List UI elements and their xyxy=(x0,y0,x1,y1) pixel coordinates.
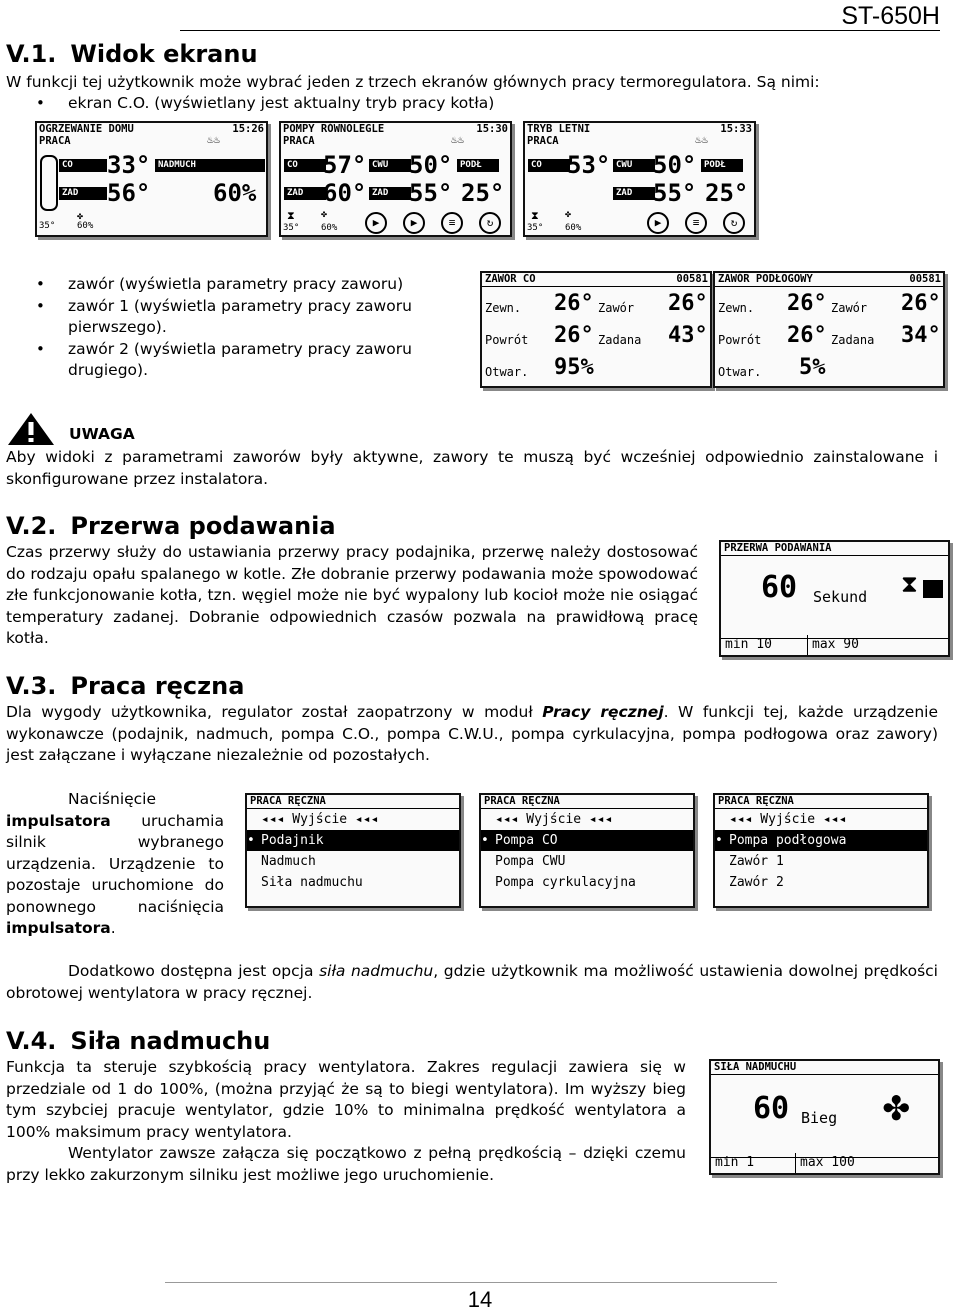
flame-icon: ♨♨ xyxy=(695,133,709,146)
zad-value: 56° xyxy=(107,179,151,207)
zawor-label: Zawór xyxy=(598,301,635,315)
min-label: min 10 xyxy=(725,637,772,652)
menu-item-wyjscie[interactable]: ◂◂◂ Wyjście ◂◂◂ xyxy=(495,812,613,827)
section-number: V.3. xyxy=(6,672,57,700)
otwar-value: 95% xyxy=(554,355,594,380)
bullet-zawor: • zawór (wyświetla parametry pracy zaworu) xyxy=(6,274,466,296)
menu-item-nadmuch[interactable]: Nadmuch xyxy=(261,854,316,869)
powrot-value: 26° xyxy=(787,323,827,348)
lcd-title: ZAWÓR CO xyxy=(485,273,536,285)
flame-icon: ♨♨ xyxy=(207,133,221,146)
menu-item-label: Pompa podłogowa xyxy=(729,833,847,848)
otwar-label: Otwar. xyxy=(718,365,762,379)
section-title: Przerwa podawania xyxy=(70,512,336,540)
text-part: uruchamia silnik wybranego urządzenia. Urządzenie to pozostaje uruchomione do ponownego naciśnięcia xyxy=(6,811,224,916)
menu-item-sila-nadmuchu[interactable]: Siła nadmuchu xyxy=(261,875,363,890)
menu-item-zawor-1[interactable]: Zawór 1 xyxy=(729,854,784,869)
lcd-subtitle: PRACA xyxy=(283,135,315,147)
max-label: max 100 xyxy=(795,1153,855,1173)
menu-item-label: Pompa CO xyxy=(495,833,558,848)
lcd-menu-2 xyxy=(479,793,695,908)
impulsator-text xyxy=(6,789,224,940)
przerwa-text: Czas przerwy służy do ustawiania przerwy pracy podajnika, przerwę należy dostosować do rodzaju opału spalanego w kotle. Złe dobranie przerwy podawania może spowodować złe funkcjonowanie kotła, tzn. węgiel może nie być wypalony lub kocioł może nie osiągać temperatury zadanej. Dobranie odpowiednich czasów pozwala na prawidłową pracę kotła. xyxy=(6,543,698,647)
zad-tag: ZAD xyxy=(613,187,655,200)
sila-nadmuchu-info xyxy=(6,961,938,1004)
lcd-title: TRYB LETNI xyxy=(527,123,591,135)
lcd-valve-co xyxy=(480,271,712,388)
zawor-value: 26° xyxy=(668,291,708,316)
section-v2-heading xyxy=(6,512,336,540)
sila-text-2: Wentylator zawsze załącza się początkowo z pełną prędkością – dzięki czemu przy lekko zakurzonym silniku jest możliwe jego uruchomienie. xyxy=(6,1144,686,1184)
menu-item-pompa-cwu[interactable]: Pompa CWU xyxy=(495,854,566,869)
page-number: 14 xyxy=(467,1287,493,1312)
cwu-tag: CWU xyxy=(369,159,411,172)
lcd-title: POMPY RÓWNOLEGLE xyxy=(283,123,385,135)
text-part: . W funkcji tej, każde urządzenie wykonawcze (podajnik, nadmuch, pompa C.O., pompa C.W.U., pompa cyrkulacyjna, pompa podłogowa oraz zawory) jest załączane i wyłączane niezależnie od pozostałych. xyxy=(6,703,939,764)
refresh-icon: ↻ xyxy=(479,212,501,234)
zewn-value: 26° xyxy=(787,291,827,316)
zad2-value: 55° xyxy=(409,179,453,207)
warning-icon xyxy=(6,411,56,447)
section-v4-heading xyxy=(6,1027,270,1055)
co-value: 57° xyxy=(323,151,367,179)
przerwa-value: 60 xyxy=(761,570,798,605)
lcd-title: PRACA RĘCZNA xyxy=(247,795,459,809)
lcd-menu-3 xyxy=(713,793,929,908)
bullet-ekran-co: • ekran C.O. (wyświetlany jest aktualny tryb pracy kotła) xyxy=(6,93,706,115)
lcd-time: 15:33 xyxy=(720,123,752,135)
przerwa-unit: Sekund xyxy=(813,588,868,606)
zad2-tag: ZAD xyxy=(369,187,411,200)
list-icon: ≡ xyxy=(685,212,707,234)
co-value: 33° xyxy=(107,151,151,179)
menu-item-zawor-2[interactable]: Zawór 2 xyxy=(729,875,784,890)
text-part: , gdzie użytkownik ma możliwość ustawienia dowolnej prędkości obrotowej wentylatora w pracy ręcznej. xyxy=(6,962,938,1002)
zadana-value: 43° xyxy=(668,323,708,348)
header-rule xyxy=(180,30,940,31)
lcd-title: PRACA RĘCZNA xyxy=(715,795,927,809)
foot-fan: 60% xyxy=(77,221,94,231)
lcd-time: 15:30 xyxy=(476,123,508,135)
section-v3-heading xyxy=(6,672,244,700)
section-title: Siła nadmuchu xyxy=(70,1027,271,1055)
flame-icon: ♨♨ xyxy=(451,133,465,146)
zad-value: 55° xyxy=(653,179,697,207)
fan-icon: ✤ xyxy=(883,1080,910,1131)
otwar-value: 5% xyxy=(799,355,826,380)
section-title: Widok ekranu xyxy=(70,40,258,68)
refresh-icon: ↻ xyxy=(723,212,745,234)
warning-title: UWAGA xyxy=(69,425,135,443)
podl-value: 25° xyxy=(705,179,749,207)
bullet-list-1 xyxy=(6,93,706,115)
menu-item-pompa-cyrkulacyjna[interactable]: Pompa cyrkulacyjna xyxy=(495,875,636,890)
podl-tag: PODŁ xyxy=(701,159,743,172)
zewn-label: Zewn. xyxy=(485,301,522,315)
footer-rule xyxy=(165,1282,777,1283)
list-icon: ≡ xyxy=(441,212,463,234)
section-title: Praca ręczna xyxy=(70,672,245,700)
podl-tag: PODŁ xyxy=(457,159,499,172)
text-part: . xyxy=(110,919,116,937)
lcd-screen-ogrzewanie xyxy=(35,121,268,237)
nadmuch-tag: NADMUCH xyxy=(155,159,265,172)
lcd-title: OGRZEWANIE DOMU xyxy=(39,123,134,135)
thermometer-icon xyxy=(40,155,58,211)
sila-value: 60 xyxy=(753,1091,790,1126)
lcd-code: 00581 xyxy=(909,273,941,285)
bullet-list-2 xyxy=(6,274,466,382)
zadana-label: Zadana xyxy=(831,333,875,347)
lcd-valve-podl xyxy=(713,271,945,388)
min-label: min 1 xyxy=(715,1155,755,1170)
hourglass-icon: ⧗ xyxy=(901,570,918,598)
play-icon: ▶ xyxy=(365,212,387,234)
sila-unit: Bieg xyxy=(801,1109,838,1127)
lcd-przerwa xyxy=(719,540,950,657)
cwu-tag: CWU xyxy=(613,159,655,172)
model-label: ST-650H xyxy=(841,2,940,30)
otwar-label: Otwar. xyxy=(485,365,529,379)
menu-item-pompa-podlogowa[interactable]: • Pompa podłogowa xyxy=(715,830,927,851)
podl-value: 25° xyxy=(461,179,505,207)
lcd-title: SIŁA NADMUCHU xyxy=(711,1061,938,1075)
text-part: Dodatkowo dostępna jest opcja xyxy=(68,962,320,980)
cwu-value: 50° xyxy=(409,151,453,179)
zewn-value: 26° xyxy=(554,291,594,316)
text-emphasis: siła nadmuchu xyxy=(319,962,434,980)
lcd-time: 15:26 xyxy=(232,123,264,135)
bullet-zawor2: • zawór 2 (wyświetla parametry pracy zaworu drugiego). xyxy=(6,339,466,382)
co-value: 53° xyxy=(567,151,611,179)
fan-icon: ✤ xyxy=(77,211,84,222)
menu-item-podajnik[interactable]: • Podajnik xyxy=(247,830,459,851)
foot-fan: 60% xyxy=(565,223,582,233)
lcd-title: PRZERWA PODAWANIA xyxy=(721,542,948,556)
section-number: V.2. xyxy=(6,512,57,540)
foot-fan: 60% xyxy=(321,223,338,233)
text-emphasis: Pracy ręcznej xyxy=(542,703,664,721)
play-icon: ▶ xyxy=(647,212,669,234)
foot-temp: 35° xyxy=(527,223,544,233)
menu-item-wyjscie[interactable]: ◂◂◂ Wyjście ◂◂◂ xyxy=(729,812,847,827)
zadana-label: Zadana xyxy=(598,333,642,347)
co-tag: CO xyxy=(284,159,326,172)
sila-text-1: Funkcja ta steruje szybkością pracy wentylatora. Zakres regulacji zawiera się w przedziale od 1 do 100%, (można przyjąć że są to biegi wentylatora). Im wyższy bieg tym szybciej pracuje wentylator, gdzie 10% to minimalna prędkość wentylatora a 100% maksimum pracy wentylatora. xyxy=(6,1058,686,1141)
menu-item-pompa-co[interactable]: • Pompa CO xyxy=(481,830,693,851)
lcd-subtitle: PRACA xyxy=(527,135,559,147)
zad-tag: ZAD xyxy=(59,187,107,200)
text-strong: impulsatora xyxy=(6,811,111,830)
text-part: Naciśnięcie xyxy=(68,790,157,808)
play-icon: ▶ xyxy=(403,212,425,234)
text-strong: impulsatora xyxy=(6,919,111,937)
menu-item-label: Podajnik xyxy=(261,833,324,848)
lcd-title: PRACA RĘCZNA xyxy=(481,795,693,809)
zadana-value: 34° xyxy=(901,323,941,348)
lcd-sila-nadmuchu xyxy=(709,1059,940,1175)
foot-temp: 35° xyxy=(39,221,56,231)
lcd-screen-letni xyxy=(523,121,756,237)
praca-reczna-text xyxy=(6,702,938,767)
intro-text: W funkcji tej użytkownik może wybrać jeden z trzech ekranów głównych pracy termoregulatora. Są nimi: xyxy=(6,73,820,91)
hourglass-icon: ⧗ xyxy=(531,209,539,222)
lcd-screen-pompy xyxy=(279,121,512,237)
section-v1-heading xyxy=(6,40,258,68)
powrot-label: Powrót xyxy=(718,333,762,347)
lcd-code: 00581 xyxy=(676,273,708,285)
hopper-icon xyxy=(923,580,943,598)
foot-temp: 35° xyxy=(283,223,300,233)
fan-icon: ✤ xyxy=(321,209,328,220)
zawor-value: 26° xyxy=(901,291,941,316)
fan-icon: ✤ xyxy=(565,209,572,220)
section-number: V.4. xyxy=(6,1027,57,1055)
cwu-value: 50° xyxy=(653,151,697,179)
co-tag: CO xyxy=(528,159,570,172)
menu-item-wyjscie[interactable]: ◂◂◂ Wyjście ◂◂◂ xyxy=(261,812,379,827)
hourglass-icon: ⧗ xyxy=(287,209,295,222)
section-number: V.1. xyxy=(6,40,57,68)
nadmuch-value: 60% xyxy=(213,179,257,207)
zad-value: 60° xyxy=(323,179,367,207)
powrot-label: Powrót xyxy=(485,333,529,347)
lcd-menu-1 xyxy=(245,793,461,908)
lcd-title: ZAWÓR PODŁOGOWY xyxy=(718,273,813,285)
max-label: max 90 xyxy=(807,635,859,655)
warning-text: Aby widoki z parametrami zaworów były aktywne, zawory te muszą być wcześniej odpowiednio zainstalowane i skonfigurowane przez instalatora. xyxy=(6,448,938,488)
zawor-label: Zawór xyxy=(831,301,868,315)
powrot-value: 26° xyxy=(554,323,594,348)
bullet-zawor1: • zawór 1 (wyświetla parametry pracy zaworu pierwszego). xyxy=(6,296,466,339)
zad-tag: ZAD xyxy=(284,187,326,200)
zewn-label: Zewn. xyxy=(718,301,755,315)
text-part: Dla wygody użytkownika, regulator został zaopatrzony w moduł xyxy=(6,703,543,721)
co-tag: CO xyxy=(59,159,107,172)
lcd-subtitle: PRACA xyxy=(39,135,71,147)
